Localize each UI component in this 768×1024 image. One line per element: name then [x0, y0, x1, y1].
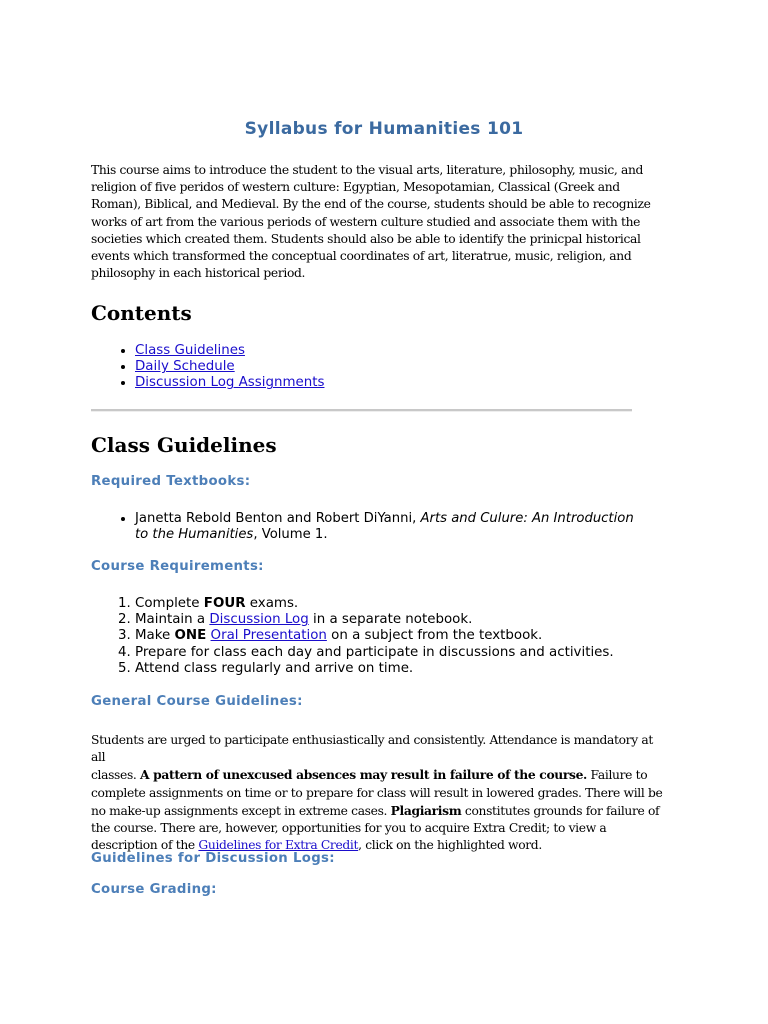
general-line	[91, 802, 666, 820]
page-title: Syllabus for Humanities 101	[244, 119, 524, 139]
contents-heading: Contents	[91, 301, 192, 325]
intro-line: works of art from the various periods of western culture studied and associate them with the	[91, 214, 641, 229]
horizontal-divider	[91, 409, 632, 412]
textbook-volume: , Volume 1.	[253, 527, 328, 543]
plagiarism-term: Plagiarism	[390, 802, 462, 818]
intro-paragraph	[91, 162, 666, 282]
contents-item	[135, 343, 710, 359]
discussion-log-assignments-link[interactable]: Discussion Log Assignments	[135, 375, 325, 391]
general-text: description of the	[91, 838, 199, 853]
textbook-authors: Janetta Rebold Benton and Robert DiYanni,	[135, 511, 421, 526]
discussion-logs-heading: Guidelines for Discussion Logs:	[91, 851, 335, 866]
general-guidelines-heading: General Course Guidelines:	[91, 694, 303, 709]
requirement-emphasis: ONE	[174, 628, 207, 644]
requirement-item	[135, 612, 710, 628]
general-guidelines-paragraph	[91, 732, 666, 854]
intro-line: Roman), Biblical, and Medieval. By the end of the course, students should be able to recognize	[91, 197, 651, 212]
discussion-log-link[interactable]: Discussion Log	[209, 612, 309, 628]
general-text: , click on the highlighted word.	[358, 838, 542, 853]
requirement-text: on a subject from the textbook.	[326, 628, 543, 644]
requirement-item: 5. Attend class regularly and arrive on time.	[135, 661, 710, 677]
class-guidelines-link[interactable]: Class Guidelines	[135, 343, 245, 358]
absence-warning: A pattern of unexcused absences may result in failure of the course.	[140, 767, 587, 783]
course-grading-heading: Course Grading:	[91, 882, 217, 897]
general-text: Failure to	[587, 768, 648, 783]
oral-presentation-link[interactable]: Oral Presentation	[210, 628, 327, 644]
general-text: constitutes grounds for failure of	[461, 803, 660, 818]
textbook-title-line2: to the Humanities	[135, 527, 254, 543]
requirement-item	[135, 628, 710, 644]
contents-list	[91, 343, 710, 392]
required-textbooks-heading: Required Textbooks:	[91, 474, 251, 489]
intro-line: religion of five peridos of western culture: Egyptian, Mesopotamian, Classical (Greek and	[91, 180, 620, 195]
requirement-text: Make	[135, 628, 175, 644]
intro-line: philosophy in each historical period.	[91, 266, 306, 281]
textbook-list	[91, 511, 710, 543]
requirement-text: Complete	[135, 596, 204, 611]
requirement-text: in a separate notebook.	[308, 612, 473, 628]
general-line	[91, 766, 666, 784]
requirement-emphasis: FOUR	[203, 596, 246, 611]
general-line: Students are urged to participate enthusiastically and consistently. Attendance is mandatory at all	[91, 733, 653, 765]
intro-line: This course aims to introduce the student to the visual arts, literature, philosophy, music, and	[91, 163, 644, 177]
requirement-item	[135, 596, 710, 612]
general-line: the course. There are, however, opportunities for you to acquire Extra Credit; to view a	[91, 821, 607, 836]
general-text: no make-up assignments except in extreme cases.	[91, 803, 391, 818]
contents-item	[135, 375, 710, 391]
textbook-title-line1: Arts and Culure: An Introduction	[420, 511, 634, 526]
course-requirements-heading: Course Requirements:	[91, 559, 264, 574]
textbook-item	[135, 511, 710, 543]
general-line: complete assignments on time or to prepare for class will result in lowered grades. There will be	[91, 785, 663, 800]
extra-credit-link[interactable]: Guidelines for Extra Credit	[198, 838, 359, 853]
requirement-text: exams.	[245, 596, 299, 611]
contents-item	[135, 359, 710, 375]
class-guidelines-heading: Class Guidelines	[91, 433, 277, 457]
requirement-text: Maintain a	[135, 612, 210, 628]
daily-schedule-link[interactable]: Daily Schedule	[135, 359, 235, 375]
intro-line: societies which created them. Students should also be able to identify the prinicpal historical	[91, 231, 641, 246]
intro-line: events which transformed the conceptual coordinates of art, literatrue, music, religion, and	[91, 249, 632, 264]
requirement-item: 4. Prepare for class each day and participate in discussions and activities.	[135, 645, 710, 661]
requirements-list	[91, 596, 710, 677]
general-text: classes.	[91, 768, 141, 783]
